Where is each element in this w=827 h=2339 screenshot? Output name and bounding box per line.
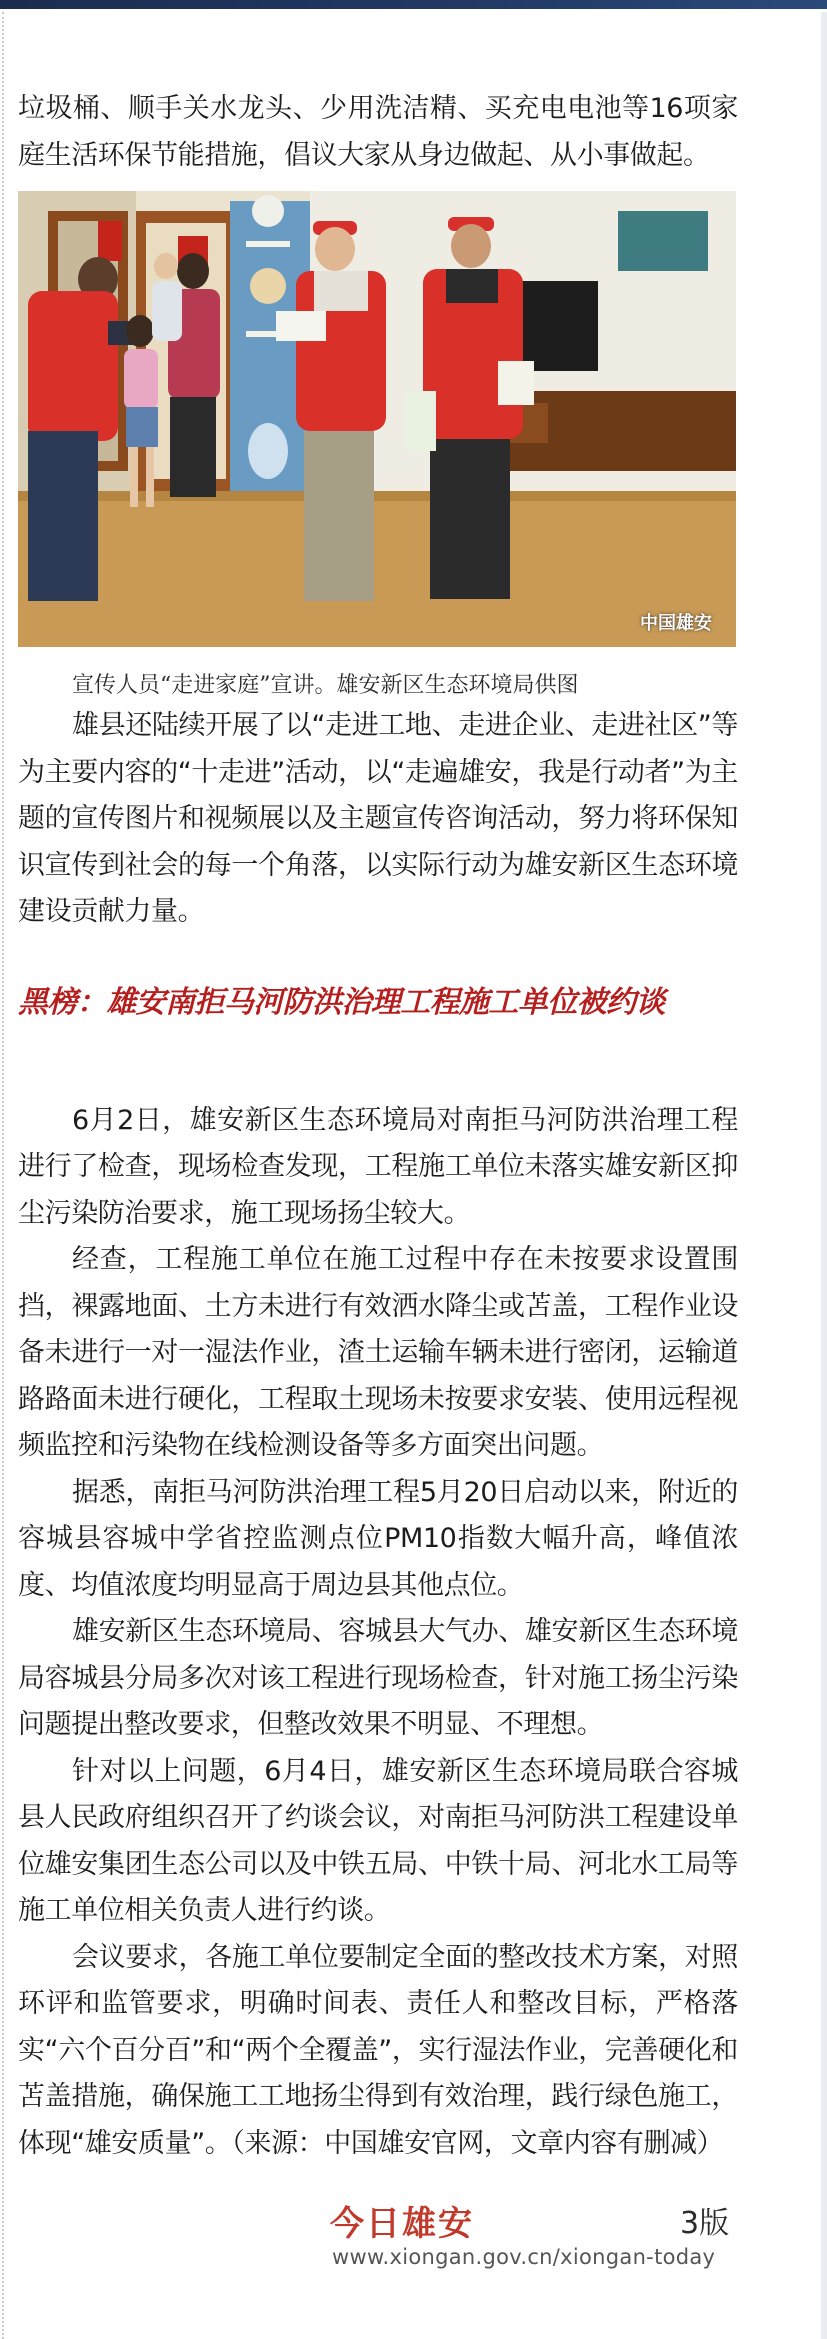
top-banner-bar [0, 0, 827, 9]
photo-watermark: 中国雄安 [640, 613, 712, 634]
activities-paragraph: 雄县还陆续开展了以“走进工地、走进企业、走进社区”等为主要内容的“十走进”活动，以“走遍雄安，我是行动者”为主题的宣传图片和视频展以及主题宣传咨询活动，努力将环保知识宣传到社会的每一个角落，以实际行动为雄安新区生态环境建设贡献力量。 [18, 710, 738, 927]
body-paragraph: 会议要求，各施工单位要制定全面的整改技术方案，对照环评和监管要求，明确时间表、责任人和整改目标，严格落实“六个百分百”和“两个全覆盖”，实行湿法作业，完善硬化和苫盖措施，确保施工工地扬尘得到有效治理，践行绿色施工，体现“雄安质量”。（来源：中国雄安官网，文章内容有删减） [18, 1941, 738, 2159]
body-paragraph: 经查，工程施工单位在施工过程中存在未按要求设置围挡，裸露地面、土方未进行有效洒水降尘或苫盖，工程作业设备未进行一对一湿法作业，渣土运输车辆未进行密闭，运输道路路面未进行硬化，工程取土现场未按要求安装、使用远程视频监控和污染物在线检测设备等多方面突出问题。 [18, 1244, 738, 1461]
footer-url[interactable]: www.xiongan.gov.cn/xiongan-today [332, 2245, 716, 2269]
body-paragraph: 雄安新区生态环境局、容城县大气办、雄安新区生态环境局容城县分局多次对该工程进行现场检查，针对施工扬尘污染问题提出整改要求，但整改效果不明显、不理想。 [18, 1616, 738, 1740]
body-paragraph: 据悉，南拒马河防洪治理工程5月20日启动以来，附近的容城县容城中学省控监测点位PM10指数大幅升高，峰值浓度、均值浓度均明显高于周边县其他点位。 [18, 1476, 738, 1601]
body-paragraph: 6月2日，雄安新区生态环境局对南拒马河防洪治理工程进行了检查，现场检查发现，工程施工单位未落实雄安新区抑尘污染防治要求，施工现场扬尘较大。 [18, 1104, 738, 1229]
newspaper-logo: 今日雄安 [330, 2204, 474, 2244]
body-paragraph: 针对以上问题，6月4日，雄安新区生态环境局联合容城县人民政府组织召开了约谈会议，对南拒马河防洪工程建设单位雄安集团生态公司以及中铁五局、中铁十局、河北水工局等施工单位相关负责人进行约谈。 [18, 1755, 738, 1926]
photo-caption: 宣传人员“走进家庭”宣讲。雄安新区生态环境局供图 [72, 673, 579, 698]
article-photo [18, 191, 736, 647]
page-label: 3版 [680, 2206, 730, 2241]
section-heading: 黑榜：雄安南拒马河防洪治理工程施工单位被约谈 [18, 984, 665, 1020]
right-edge-strip [821, 12, 827, 2339]
left-dotted-rule [2, 12, 4, 2339]
article-body [18, 86, 738, 2167]
spacer [18, 1058, 738, 1098]
intro-paragraph: 垃圾桶、顺手关水龙头、少用洗洁精、买充电电池等16项家庭生活环保节能措施，倡议大家从身边做起、从小事做起。 [18, 93, 738, 171]
